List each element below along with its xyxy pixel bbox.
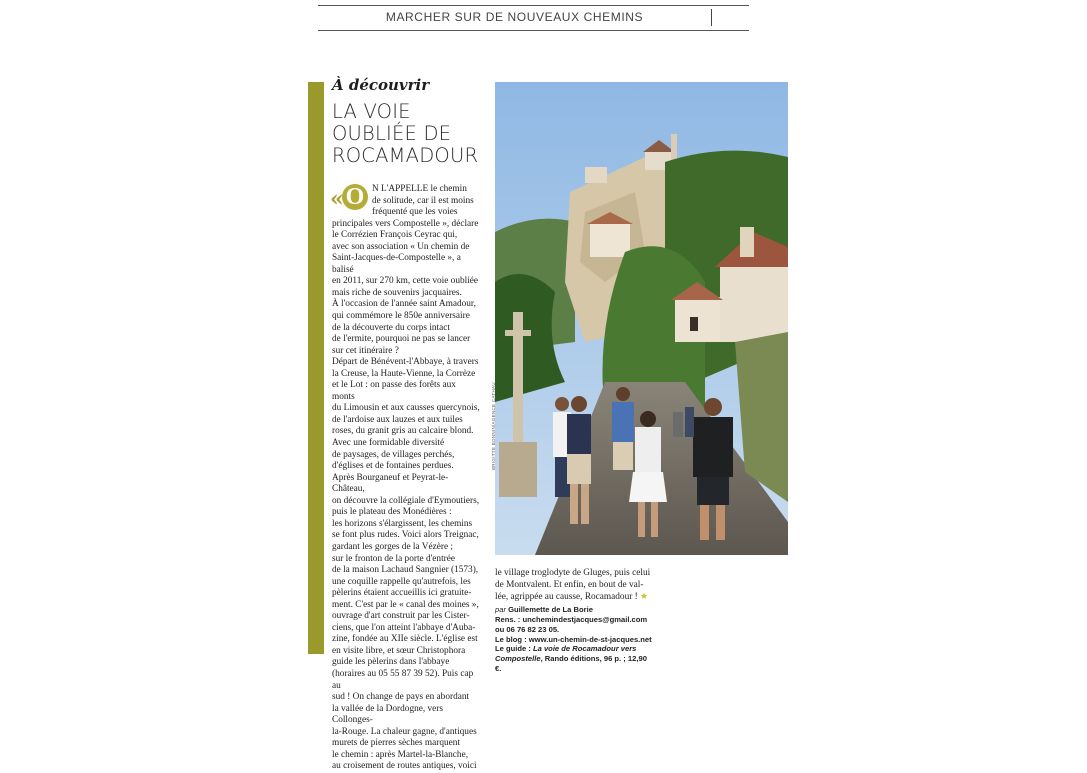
body-line: en visite libre, et sœur Christophora: [332, 645, 466, 656]
title-line: OUBLIÉE DE: [332, 122, 452, 145]
body-line: on découvre la collégiale d'Eymoutiers,: [332, 495, 480, 506]
body-line: pèlerins étaient accueillis ici gratuite-: [332, 588, 472, 599]
blog-label: Le blog :: [495, 634, 527, 644]
body-line: Départ de Bénévent-l'Abbaye, à travers: [332, 357, 479, 368]
practical-info: [495, 615, 655, 673]
body-line: au croisement de routes antiques, voici: [332, 761, 477, 772]
title-line: LA VOIE: [332, 100, 411, 123]
blog-link[interactable]: www.un-chemin-de-st-jacques.net: [528, 634, 652, 644]
body-line: ciens, que l'on atteint l'abbaye d'Auba-: [332, 622, 476, 633]
body-line: la Creuse, la Haute-Vienne, la Corrèze: [332, 368, 476, 379]
body-line: roses, du granit gris au calcaire blond.: [332, 426, 474, 437]
right-body-lines: [495, 568, 655, 604]
body-line: sud ! On change de pays en abordant: [332, 692, 470, 703]
rens-label: Rens. :: [495, 615, 521, 625]
author-name: Guillemette de La Borie: [508, 604, 593, 614]
caption-line: médiévale de: [999, 178, 1045, 188]
body-line: les horizons s'élargissent, les chemins: [332, 518, 473, 529]
body-line: Saint-Jacques-de-Compostelle », a balisé: [332, 253, 461, 275]
body-line: une coquille rappelle qu'autrefois, les: [332, 576, 471, 587]
body-line: le Corrézien François Ceyrac qui,: [332, 230, 458, 241]
header-divider: [711, 9, 712, 26]
body-line: du Limousin et aux causses quercynois,: [332, 403, 480, 414]
body-line: Avec une formidable diversité: [332, 438, 445, 449]
body-line: le chemin : après Martel-la-Blanche,: [332, 749, 469, 760]
body-line: se font plus rudes. Voici alors Treignac,: [332, 530, 479, 541]
body-line: de l'ermite, pourquoi ne pas se lancer: [332, 334, 471, 345]
accent-bar: [308, 82, 324, 654]
body-line: mais riche de souvenirs jacquaires.: [332, 287, 462, 298]
article-photo: [495, 82, 1078, 555]
caption-line: 216 marches. En haut :: [999, 230, 1078, 240]
body-line: et le Lot : on passe des forêts aux monts: [332, 380, 456, 402]
body-line: en 2011, sur 270 km, cette voie oubliée: [332, 276, 479, 287]
title-line: ROCAMADOUR: [332, 144, 479, 167]
body-line: N L'APPELLE le chemin: [372, 184, 467, 194]
body-line: qui commémore le 850e anniversaire: [332, 311, 470, 322]
body-line: fréquenté que les voies: [372, 207, 458, 218]
body-line: d'églises et de fontaines perdues.: [332, 461, 454, 472]
body-line: puis le plateau des Monédières :: [332, 507, 452, 518]
body-line: ouvrage d'art construit par les Cister-: [332, 611, 470, 622]
body-line: de paysages, de villages perchés,: [332, 449, 455, 460]
photo-caption: [999, 171, 1087, 248]
body-line: À l'occasion de l'année saint Amadour,: [332, 299, 476, 310]
body-line: lée, agrippée au causse, Rocamadour ! ★: [495, 591, 649, 603]
caption-line: la récompense !: [999, 238, 1054, 248]
body-line: de la découverte du corps intact: [332, 322, 450, 333]
body-line: de la maison Lachaud Sangnier (1573),: [332, 565, 479, 576]
end-mark-icon: ★: [637, 591, 649, 602]
body-line: le village troglodyte de Gluges, puis celui: [495, 568, 651, 578]
body-line: sur cet itinéraire ?: [332, 345, 399, 356]
body-line: gardant les gorges de la Vézère ;: [332, 541, 453, 552]
photo-credit: BRIGITTE BONNIN/AGENCE CATHAU: [491, 382, 496, 470]
contact-phone: ou 06 76 82 23 05.: [495, 624, 560, 634]
rocamadour-photo: [495, 82, 788, 555]
body-line: principales vers Compostelle », déclare: [332, 218, 479, 229]
header-bottom-rule: [318, 30, 749, 31]
article-body-left: [332, 184, 480, 773]
drop-cap-letter: O: [345, 184, 365, 210]
byline: [495, 604, 655, 616]
guide-title: La voie de Rocamadour vers Compostelle: [495, 644, 637, 663]
kicker: À découvrir: [332, 76, 430, 94]
running-head: MARCHER SUR DE NOUVEAUX CHEMINS: [385, 10, 644, 24]
quote-open-icon: «: [330, 186, 344, 212]
body-line: murets de pierres sèches marquent: [332, 738, 461, 749]
body-line: sur le fronton de la porte d'entrée: [332, 553, 456, 564]
article-body-right: [495, 568, 655, 673]
caption-line: dressée sur un à-pic: [999, 195, 1069, 205]
caption-line: Rocamadour (Lot): [999, 187, 1061, 197]
header-top-rule: [318, 5, 749, 6]
caption-line: un escalier de: [999, 221, 1047, 231]
body-line: la vallée de la Dordogne, vers Collonges-: [332, 703, 443, 726]
body-line: guide les pèlerins dans l'abbaye: [332, 657, 450, 668]
byline-prefix: par: [495, 604, 506, 614]
guide-label: Le guide :: [495, 644, 531, 654]
body-line: Après Bourganeuf et Peyrat-le-Château,: [332, 472, 449, 495]
body-line: de solitude, car il est moins: [372, 195, 474, 206]
contact-email[interactable]: unchemindestjacques@gmail.com: [522, 615, 648, 625]
body-line: la-Rouge. La chaleur gagne, d'antiques: [332, 726, 477, 737]
body-line: avec son association « Un chemin de: [332, 241, 470, 252]
body-line: de l'ardoise aux lauzes et aux tuiles: [332, 414, 463, 425]
body-line: zine, fondée au XIIe siècle. L'église est: [332, 634, 478, 645]
caption-line: de 150 m, les pèlerins: [999, 204, 1074, 214]
article-title: [332, 101, 478, 167]
caption-line: doivent gravir: [999, 212, 1047, 222]
body-line: de Montvalent. Et enfin, en bout de val-: [495, 579, 644, 590]
body-line: ment. C'est par le « canal des moines »,: [332, 599, 479, 610]
caption-line: Pour atteindre la cité: [999, 170, 1071, 179]
guide-publisher: , Rando éditions, 96 p. ; 12,90 €.: [495, 654, 647, 673]
body-line: (horaires au 05 55 87 39 52). Puis cap au: [332, 668, 474, 691]
